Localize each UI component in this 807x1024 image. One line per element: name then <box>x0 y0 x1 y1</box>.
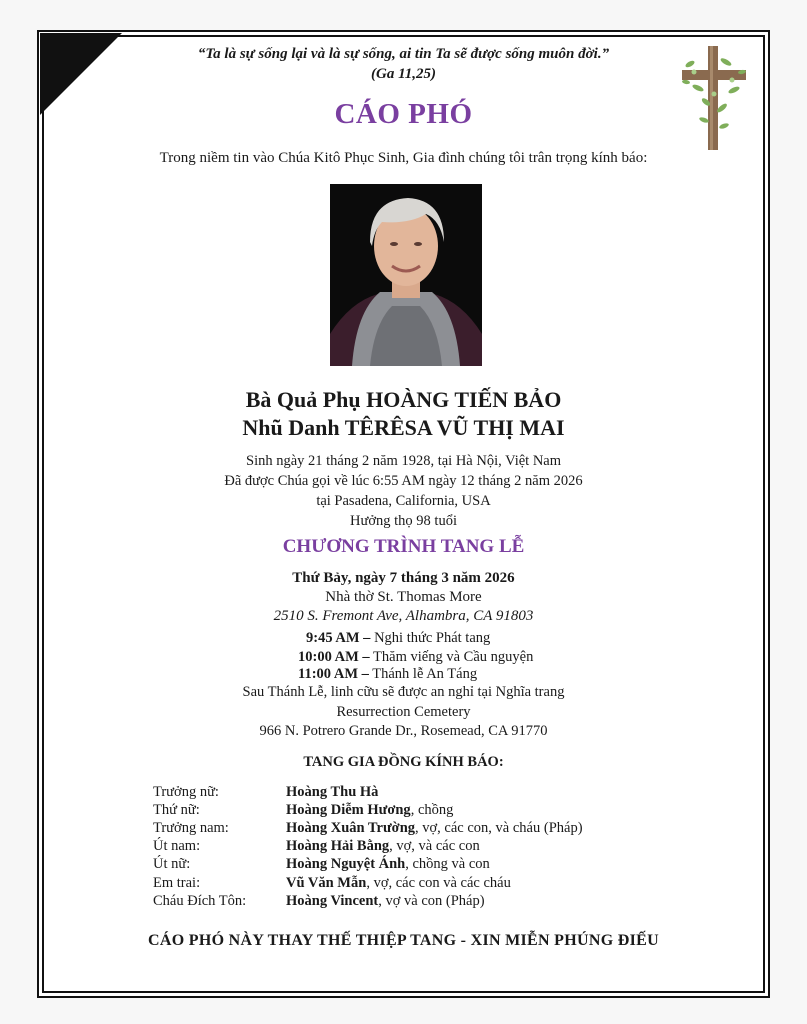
schedule-time: 10:00 AM – <box>298 649 370 665</box>
age-info: Hưởng thọ 98 tuổi <box>350 513 457 529</box>
family-role: Cháu Đích Tôn: <box>153 893 247 909</box>
footer-notice: CÁO PHÓ NÀY THAY THẾ THIỆP TANG - XIN MIỄN PHÚNG ĐIẾU <box>148 932 659 949</box>
family-name: Hoàng Hải Bằng <box>286 838 390 854</box>
funeral-heading: CHƯƠNG TRÌNH TANG LỄ <box>282 536 525 557</box>
deceased-name <box>0 386 807 442</box>
schedule-item <box>298 649 533 666</box>
birth-info: Sinh ngày 21 tháng 2 năm 1928, tại Hà Nội, Việt Nam <box>246 453 561 469</box>
page-title: CÁO PHÓ <box>334 98 473 130</box>
family-member-row <box>153 893 485 912</box>
verse-reference: (Ga 11,25) <box>371 66 436 82</box>
schedule-event: Thánh lễ An Táng <box>368 666 478 682</box>
death-info: Đã được Chúa gọi về lúc 6:55 AM ngày 12 tháng 2 năm 2026 <box>224 473 583 489</box>
family-role: Trưởng nam: <box>153 820 229 836</box>
family-role: Út nữ: <box>153 856 191 872</box>
family-name: Hoàng Diễm Hương <box>286 802 411 818</box>
death-place: tại Pasadena, California, USA <box>316 493 491 509</box>
funeral-date: Thứ Bảy, ngày 7 tháng 3 năm 2026 <box>292 570 515 586</box>
family-name: Hoàng Thu Hà <box>286 784 379 800</box>
family-member-row <box>153 875 511 894</box>
family-detail: , vợ và con (Pháp) <box>378 893 485 909</box>
family-name: Hoàng Xuân Trường <box>286 820 416 836</box>
family-detail: , chồng và con <box>405 856 490 872</box>
portrait-photo <box>330 184 482 366</box>
schedule-time: 9:45 AM – <box>306 630 371 646</box>
family-role: Em trai: <box>153 875 201 891</box>
family-heading: TANG GIA ĐỒNG KÍNH BÁO: <box>303 754 504 770</box>
verse-text: “Ta là sự sống lại và là sự sống, ai tin Ta sẽ được sống muôn đời.” <box>197 46 610 62</box>
family-detail: , vợ, các con, và cháu (Pháp) <box>415 820 583 836</box>
family-detail: , vợ, các con và các cháu <box>366 875 511 891</box>
schedule-event: Nghi thức Phát tang <box>370 630 491 646</box>
schedule-item <box>306 630 490 647</box>
family-member-row <box>153 820 583 839</box>
deceased-name-line1: Bà Quả Phụ HOÀNG TIẾN BẢO <box>245 387 562 412</box>
church-name: Nhà thờ St. Thomas More <box>325 589 482 605</box>
family-role: Trưởng nữ: <box>153 784 219 800</box>
schedule-time: 11:00 AM – <box>298 666 369 682</box>
intro-text: Trong niềm tin vào Chúa Kitô Phục Sinh, Gia đình chúng tôi trân trọng kính báo: <box>159 150 648 166</box>
family-role: Út nam: <box>153 838 201 854</box>
family-role: Thứ nữ: <box>153 802 200 818</box>
family-name: Hoàng Vincent <box>286 893 379 909</box>
church-address: 2510 S. Fremont Ave, Alhambra, CA 91803 <box>273 608 534 624</box>
family-member-row <box>153 838 480 857</box>
family-name: Hoàng Nguyệt Ánh <box>286 856 406 872</box>
burial-info <box>0 683 807 742</box>
cemetery-address: 966 N. Potrero Grande Dr., Rosemead, CA 91770 <box>259 723 548 739</box>
schedule-item <box>298 666 477 683</box>
family-detail: , chồng <box>410 802 454 818</box>
deceased-info <box>0 451 807 531</box>
funeral-date-block <box>0 569 807 626</box>
family-member-row <box>153 802 453 821</box>
family-name: Vũ Văn Mẫn <box>286 875 367 891</box>
family-member-row <box>153 784 378 803</box>
burial-line-1: Sau Thánh Lễ, linh cữu sẽ được an nghỉ tại Nghĩa trang <box>242 684 565 700</box>
cemetery-name: Resurrection Cemetery <box>336 703 471 720</box>
deceased-name-line2: Nhũ Danh TÊRÊSA VŨ THỊ MAI <box>242 415 565 440</box>
family-detail: , vợ, và các con <box>389 838 480 854</box>
bible-verse <box>0 44 807 84</box>
schedule-event: Thăm viếng và Cầu nguyện <box>369 649 534 665</box>
family-member-row <box>153 856 490 875</box>
